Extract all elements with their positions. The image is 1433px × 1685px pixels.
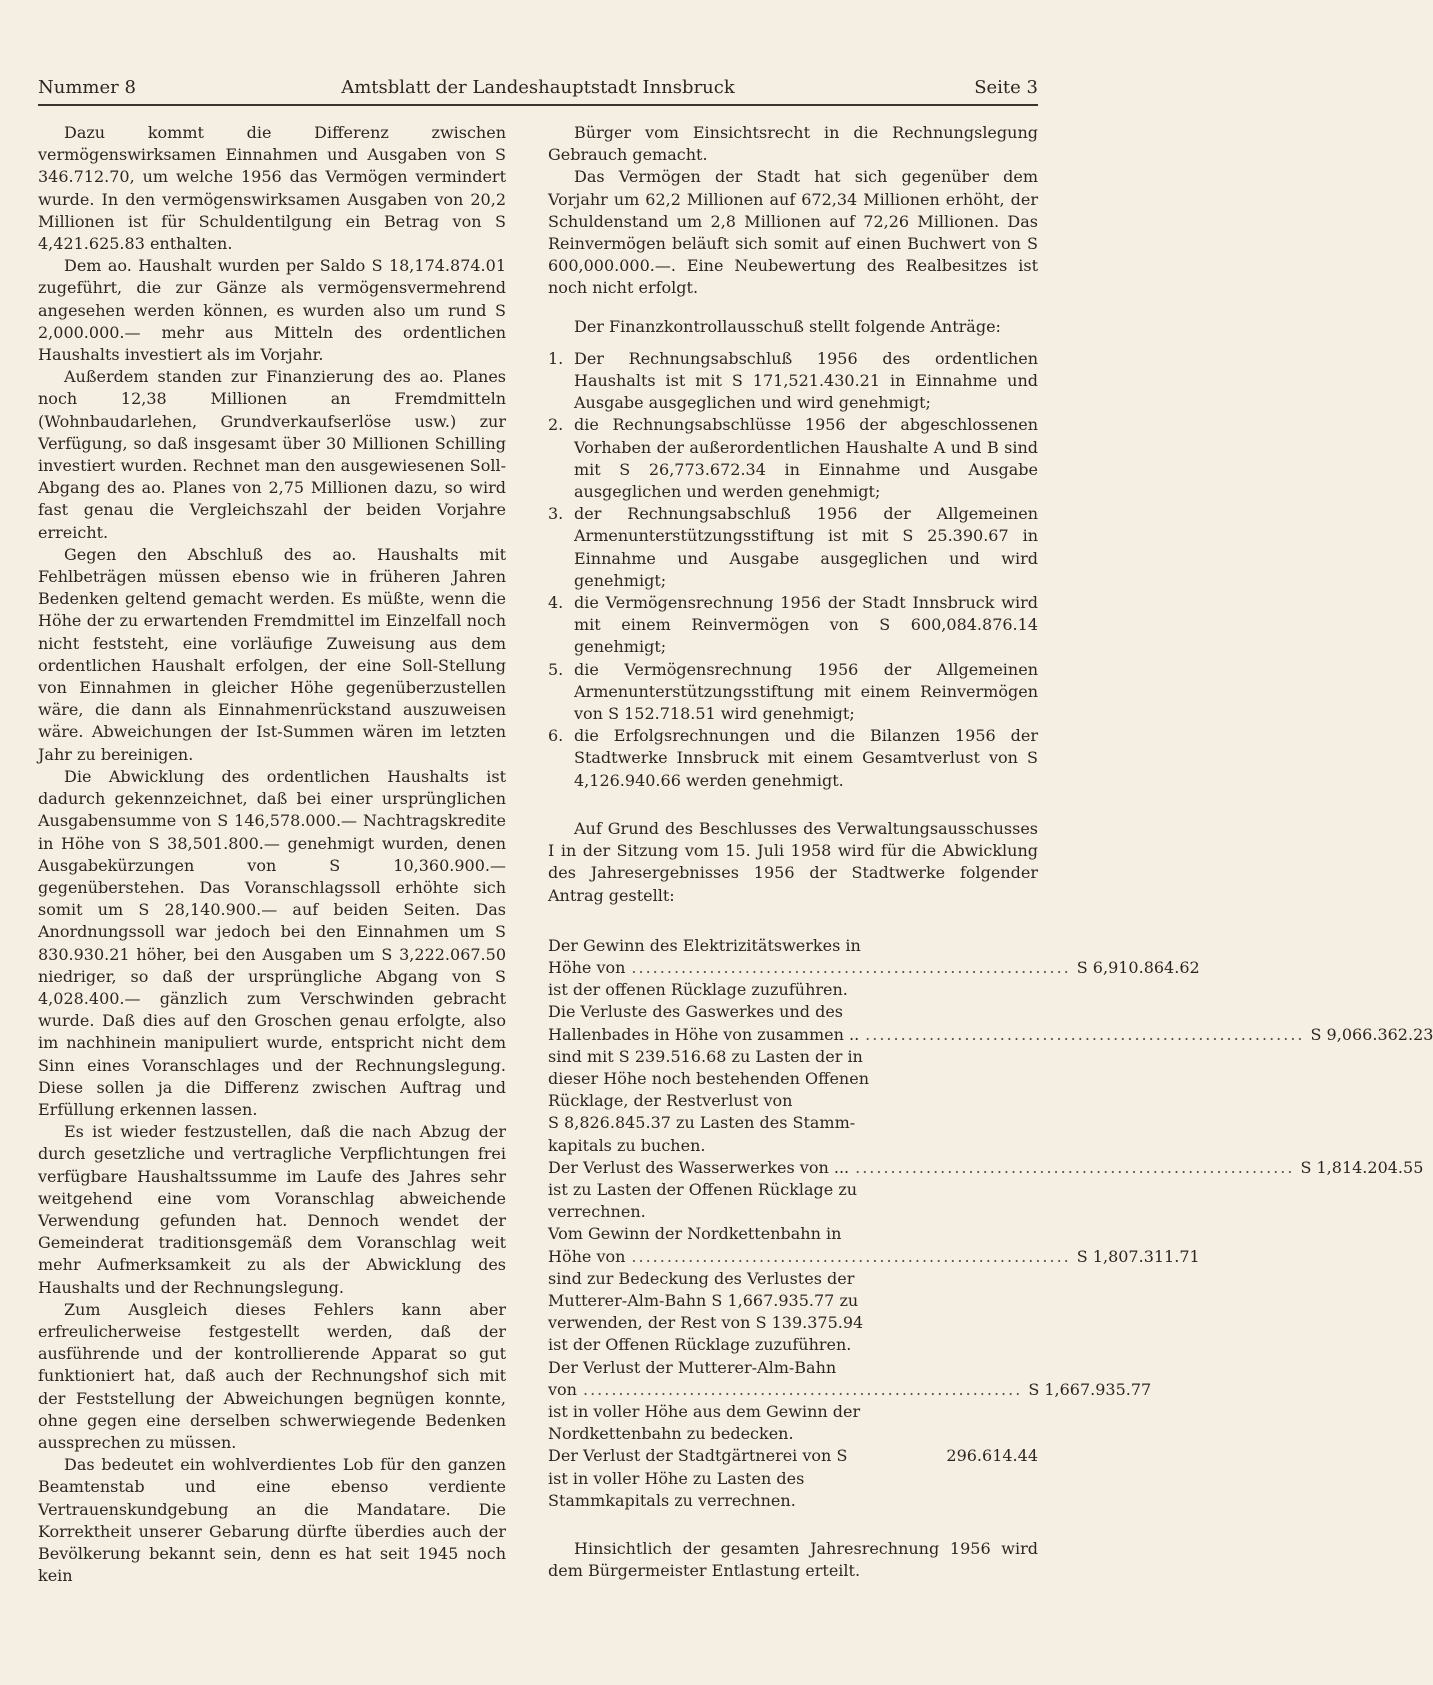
closing: [548, 1538, 1038, 1582]
ledger-line: Rücklage, der Restverlust von: [548, 1091, 793, 1111]
ledger-amount: S 1,667.935.77: [1028, 1379, 1152, 1399]
motion-text: die Vermögensrechnung 1956 der Stadt Innsbruck wird mit einem Reinvermögen von S 600,084.876.14 genehmigt;: [574, 593, 1038, 657]
ledger-line: kapitals zu buchen.: [548, 1135, 706, 1155]
left-paragraph: Außerdem standen zur Finanzierung des ao. Planes noch 12,38 Millionen an Fremdmitteln (Wohnbaudarlehen, Grundverkaufserlöse usw.) zur Verfügung, so daß insgesamt über 30 Millionen Schilling investiert wurden. Rechnet man den ausgewiesenen Soll-Abgang des ao. Planes von 2,75 Millionen dazu, so wird fast genau die Vergleichszahl der beiden Vorjahre erreicht.: [38, 367, 506, 542]
ledger-line: sind zur Bedeckung des Verlustes der: [548, 1268, 855, 1288]
motion-number: 2.: [548, 415, 564, 435]
ledger-line: verrechnen.: [548, 1202, 646, 1222]
left-paragraph: Zum Ausgleich dieses Fehlers kann aber erfreulicherweise festgestellt werden, daß der ausführende und der kontrollierende Apparat so gut funktioniert hat, daß auch der Rechnungshof sich mit der Feststellung der Abweichungen begnügen konnte, ohne gegen eine derselben schwerwiegende Bedenken aussprechen zu müssen.: [38, 1299, 506, 1452]
right-column: [548, 122, 1433, 1582]
ledger-line: dieser Höhe noch bestehenden Offenen: [548, 1068, 870, 1088]
ledger-amount-row: [548, 1445, 1038, 1467]
page-number: Seite 3: [974, 77, 1038, 98]
motion-item: [548, 659, 1038, 726]
motions-heading: Der Finanzkontrollausschuß stellt folgende Anträge:: [574, 316, 1001, 336]
ledger-entry: [548, 1445, 1038, 1512]
ledger-line: Der Gewinn des Elektrizitätswerkes in: [548, 935, 861, 955]
ledger-amount: S 9,066.362.23: [1310, 1024, 1433, 1044]
left-paragraph: Dem ao. Haushalt wurden per Saldo S 18,174.874.01 zugeführt, die zur Gänze als vermögensvermehrend angesehen werden können, es wurden also um rund S 2,000.000.— mehr aus Mitteln des ordentlichen Haushalts investiert als im Vorjahr.: [38, 256, 506, 365]
left-column: [38, 122, 506, 1587]
motion-number: 3.: [548, 504, 564, 524]
motion-item: [548, 592, 1038, 659]
motion-number: 6.: [548, 726, 564, 746]
ledger-line: ist in voller Höhe zu Lasten des: [548, 1468, 805, 1488]
ledger-line: Die Verluste des Gaswerkes und des: [548, 1002, 843, 1022]
left-paragraph: Gegen den Abschluß des ao. Haushalts mit Fehlbeträgen müssen ebenso wie in früheren Jahren Bedenken geltend gemacht werden. Es müßte, wenn die Höhe der zu erwartenden Fremdmittel im Einzelfall noch nicht feststeht, eine vorläufige Zuweisung aus dem ordentlichen Haushalt erfolgen, der eine Soll-Stellung von Einnahmen in gleicher Höhe gegenüberzustellen wäre, die dann als Einnahmenrückstand auszuweisen wäre. Abweichungen der Ist-Summen wären im letzten Jahr zu bereinigen.: [38, 544, 506, 764]
ledger-entry: [548, 1001, 1433, 1156]
motion-text: Der Rechnungsabschluß 1956 des ordentlichen Haushalts ist mit S 171,521.430.21 in Einnahme und Ausgabe ausgeglichen und wird genehmigt;: [574, 348, 1038, 413]
ledger-label: Hallenbades in Höhe von zusammen ..: [548, 1024, 860, 1044]
ledger: [548, 935, 1433, 1512]
right-paragraph: Bürger vom Einsichtsrecht in die Rechnungslegung Gebrauch gemacht.: [548, 123, 1038, 165]
left-paragraph: Die Abwicklung des ordentlichen Haushalts ist dadurch gekennzeichnet, daß bei einer ursprünglichen Ausgabensumme von S 146,578.000.— Nachtragskredite in Höhe von S 38,501.800.— genehmigt wurden, denen Ausgabekürzungen von S 10,360.900.— gegenüberstehen. Das Voranschlagssoll erhöhte sich somit um S 28,140.900.— auf beiden Seiten. Das Anordnungssoll war jedoch bei den Einnahmen um S 830.930.21 höher, bei den Ausgaben um S 3,222.067.50 niedriger, so daß der ursprüngliche Abgang von S 4,028.400.— gänzlich zum Verschwinden gebracht wurde. Daß dies auf den Groschen genau erfolgte, also im nachhinein manipuliert wurde, entspricht nicht dem Sinn eines Voranschlages und der Rechnungslegung. Diese sollen ja die Differenz zwischen Auftrag und Erfüllung erkennen lassen.: [38, 766, 506, 1119]
ledger-amount-row: [548, 1157, 1424, 1179]
ledger-line: ist der offenen Rücklage zuzuführen.: [548, 980, 848, 1000]
motion-item: [548, 725, 1038, 792]
resolution-text: Auf Grund des Beschlusses des Verwaltungsausschusses I in der Sitzung vom 15. Juli 1958 wird für die Abwicklung des Jahresergebnisses 1956 der Stadtwerke folgender Antrag gestellt:: [548, 818, 1038, 905]
ledger-entry: [548, 1157, 1424, 1224]
ledger-amount-row: [548, 1379, 1152, 1401]
dot-leader: [853, 1445, 912, 1467]
closing-text: Hinsichtlich der gesamten Jahresrechnung 1956 wird dem Bürgermeister Entlastung erteilt.: [548, 1538, 1038, 1581]
motion-text: die Erfolgsrechnungen und die Bilanzen 1956 der Stadtwerke Innsbruck mit einem Gesamtverlust von S 4,126.940.66 werden genehmigt.: [574, 726, 1038, 790]
motion-item: [548, 503, 1038, 592]
left-paragraph: Es ist wieder festzustellen, daß die nach Abzug der durch gesetzliche und vertragliche Verpflichtungen frei verfügbare Haushaltssumme im Laufe des Jahres sehr weitgehend eine vom Voranschlag abweichende Verwendung gefunden hat. Dennoch wendet der Gemeinderat traditionsgemäß dem Voranschlag weit mehr Aufmerksamkeit zu als der Abwicklung des Haushalts und der Rechnungslegung.: [38, 1122, 506, 1297]
motion-item: [548, 348, 1038, 415]
ledger-line: Nordkettenbahn zu bedecken.: [548, 1424, 794, 1444]
ledger-amount-row: [548, 957, 1200, 979]
ledger-line: S 8,826.845.37 zu Lasten des Stamm-: [548, 1113, 856, 1133]
ledger-entry: [548, 1357, 1152, 1446]
ledger-line: verwenden, der Rest von S 139.375.94: [548, 1313, 864, 1333]
running-header: [38, 74, 1038, 102]
motion-number: 1.: [548, 348, 564, 368]
motion-text: die Vermögensrechnung 1956 der Allgemeinen Armenunterstützungsstiftung mit einem Reinvermögen von S 152.718.51 wird genehmigt;: [574, 659, 1038, 724]
ledger-amount: S 1,807.311.71: [1076, 1246, 1200, 1266]
ledger-line: Vom Gewinn der Nordkettenbahn in: [548, 1224, 842, 1244]
left-paragraph: Dazu kommt die Differenz zwischen vermögenswirksamen Einnahmen und Ausgaben von S 346.712.70, um welche 1956 das Vermögen vermindert wurde. In den vermögenswirksamen Ausgaben von 20,2 Millionen ist für Schuldentilgung ein Betrag von S 4,421.625.83 enthalten.: [38, 123, 506, 254]
ledger-line: ist in voller Höhe aus dem Gewinn der: [548, 1401, 861, 1421]
ledger-entry: [548, 1223, 1200, 1356]
ledger-line: Der Verlust der Mutterer-Alm-Bahn: [548, 1357, 837, 1377]
ledger-line: ist der Offenen Rücklage zuzuführen.: [548, 1335, 852, 1355]
ledger-amount-row: [548, 1024, 1433, 1046]
motion-number: 4.: [548, 593, 564, 613]
right-intro: [548, 122, 1038, 300]
motion-number: 5.: [548, 659, 564, 679]
ledger-label: von: [548, 1379, 577, 1399]
ledger-amount-row: [548, 1246, 1200, 1268]
header-rule: [38, 104, 1038, 106]
motion-item: [548, 414, 1038, 503]
issue-number: Nummer 8: [38, 77, 136, 98]
ledger-label: Höhe von: [548, 957, 626, 977]
dot-leader: ..............................................................: [582, 1379, 1023, 1399]
ledger-line: Mutterer-Alm-Bahn S 1,667.935.77 zu: [548, 1290, 859, 1310]
ledger-label: Höhe von: [548, 1246, 626, 1266]
motion-text: der Rechnungsabschluß 1956 der Allgemeinen Armenunterstützungsstiftung ist mit S 25.390.67 in Einnahme und Ausgabe ausgeglichen und wird genehmigt;: [574, 504, 1038, 590]
dot-leader: ..............................................................: [631, 1246, 1071, 1266]
ledger-line: Stammkapitals zu verrechnen.: [548, 1490, 796, 1510]
publication-title: Amtsblatt der Landeshauptstadt Innsbruck: [341, 77, 735, 98]
dot-leader: ..............................................................: [631, 957, 1071, 977]
motion-text: die Rechnungsabschlüsse 1956 der abgeschlossenen Vorhaben der außerordentlichen Haushalte A und B sind mit S 26,773.672.34 in Einnahme und Ausgabe ausgeglichen und werden genehmigt;: [574, 415, 1038, 502]
resolution: [548, 818, 1038, 907]
dot-leader: ..............................................................: [865, 1024, 1305, 1044]
motions-list: [548, 348, 1038, 792]
ledger-amount: S 1,814.204.55: [1300, 1157, 1424, 1177]
right-paragraph: Das Vermögen der Stadt hat sich gegenüber dem Vorjahr um 62,2 Millionen auf 672,34 Millionen erhöht, der Schuldenstand um 2,8 Millionen auf 72,26 Millionen. Das Reinvermögen beläuft sich somit auf einen Buchwert von S 600,000.000.—. Eine Neubewertung des Realbesitzes ist noch nicht erfolgt.: [548, 167, 1038, 298]
ledger-line: ist zu Lasten der Offenen Rücklage zu: [548, 1179, 858, 1199]
ledger-amount: 296.614.44: [946, 1446, 1038, 1466]
ledger-amount: S 6,910.864.62: [1076, 957, 1200, 977]
ledger-label: Der Verlust der Stadtgärtnerei von S: [548, 1446, 848, 1466]
ledger-line: sind mit S 239.516.68 zu Lasten der in: [548, 1046, 863, 1066]
ledger-entry: [548, 935, 1200, 1002]
left-paragraph: Das bedeutet ein wohlverdientes Lob für den ganzen Beamtenstab und eine ebenso verdiente Vertrauenskundgebung an die Mandatare. Die Korrektheit unserer Gebarung dürfte überdies auch der Bevölkerung bekannt sein, denn es hat seit 1945 noch kein: [38, 1455, 506, 1586]
ledger-label: Der Verlust des Wasserwerkes von ...: [548, 1157, 850, 1177]
dot-leader: ..............................................................: [855, 1157, 1295, 1177]
